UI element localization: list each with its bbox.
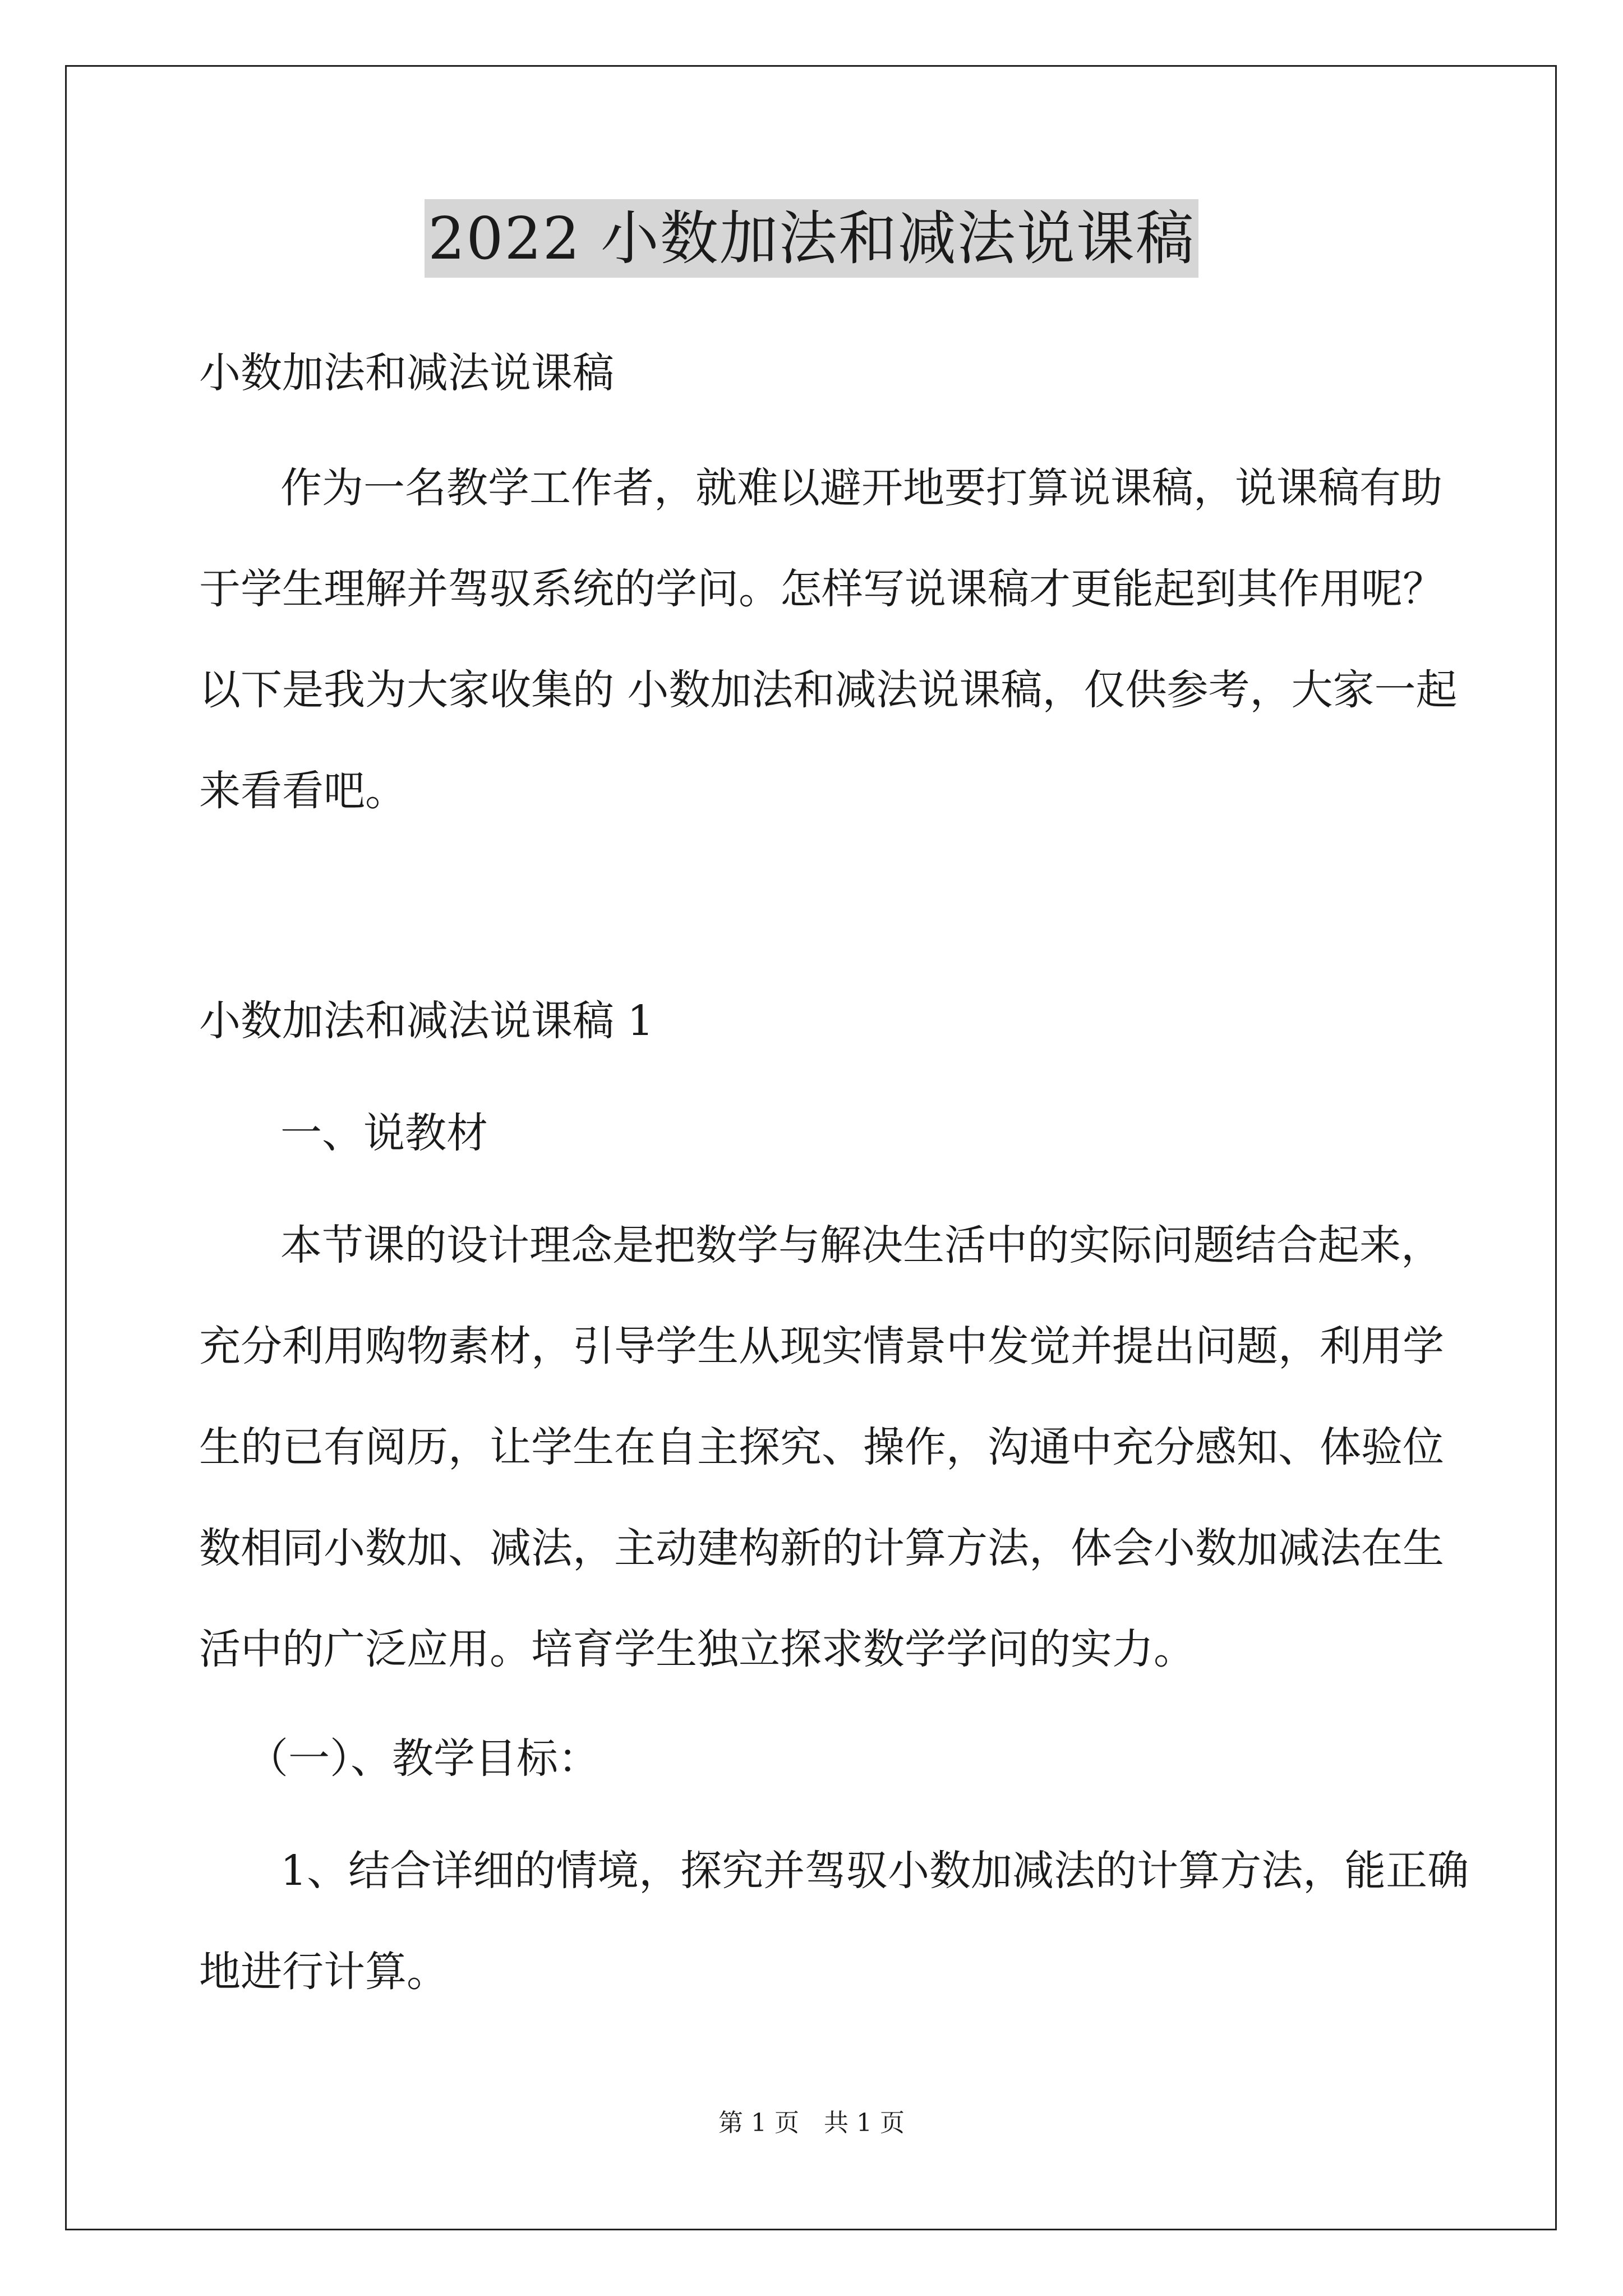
section-subheading: 一、说教材 [280, 1109, 488, 1157]
paragraph-line: 作为一名教学工作者，就难以避开地要打算说课稿，说课稿有助 [280, 464, 1442, 512]
paragraph-line: 充分利用购物素材，引导学生从现实情景中发觉并提出问题，利用学 [199, 1322, 1444, 1370]
paragraph-line: 本节课的设计理念是把数学与解决生活中的实际问题结合起来， [280, 1221, 1442, 1269]
subtitle-line: 小数加法和减法说课稿 [199, 349, 614, 397]
paragraph-line: 以下是我为大家收集的 小数加法和减法说课稿，仅供参考，大家一起 [199, 666, 1458, 714]
paragraph-line: 活中的广泛应用。培育学生独立探求数学学问的实力。 [199, 1625, 1195, 1673]
goals-heading: （一）、教学目标： [247, 1734, 600, 1783]
document-title: 2022 小数加法和减法说课稿 [425, 199, 1198, 278]
paragraph-line: 生的已有阅历，让学生在自主探究、操作，沟通中充分感知、体验位 [199, 1423, 1444, 1471]
paragraph-line: 1、结合详细的情境，探究并驾驭小数加减法的计算方法，能正确 [280, 1847, 1469, 1895]
page-footer: 第 1 页 共 1 页 [718, 2109, 905, 2137]
paragraph-line: 数相同小数加、减法，主动建构新的计算方法，体会小数加减法在生 [199, 1524, 1444, 1572]
paragraph-line: 来看看吧。 [199, 767, 407, 815]
section-heading: 小数加法和减法说课稿 1 [199, 997, 654, 1045]
paragraph-line: 地进行计算。 [199, 1948, 448, 1996]
paragraph-line: 于学生理解并驾驭系统的学问。怎样写说课稿才更能起到其作用呢？ [199, 565, 1444, 613]
title-container [0, 199, 1623, 278]
